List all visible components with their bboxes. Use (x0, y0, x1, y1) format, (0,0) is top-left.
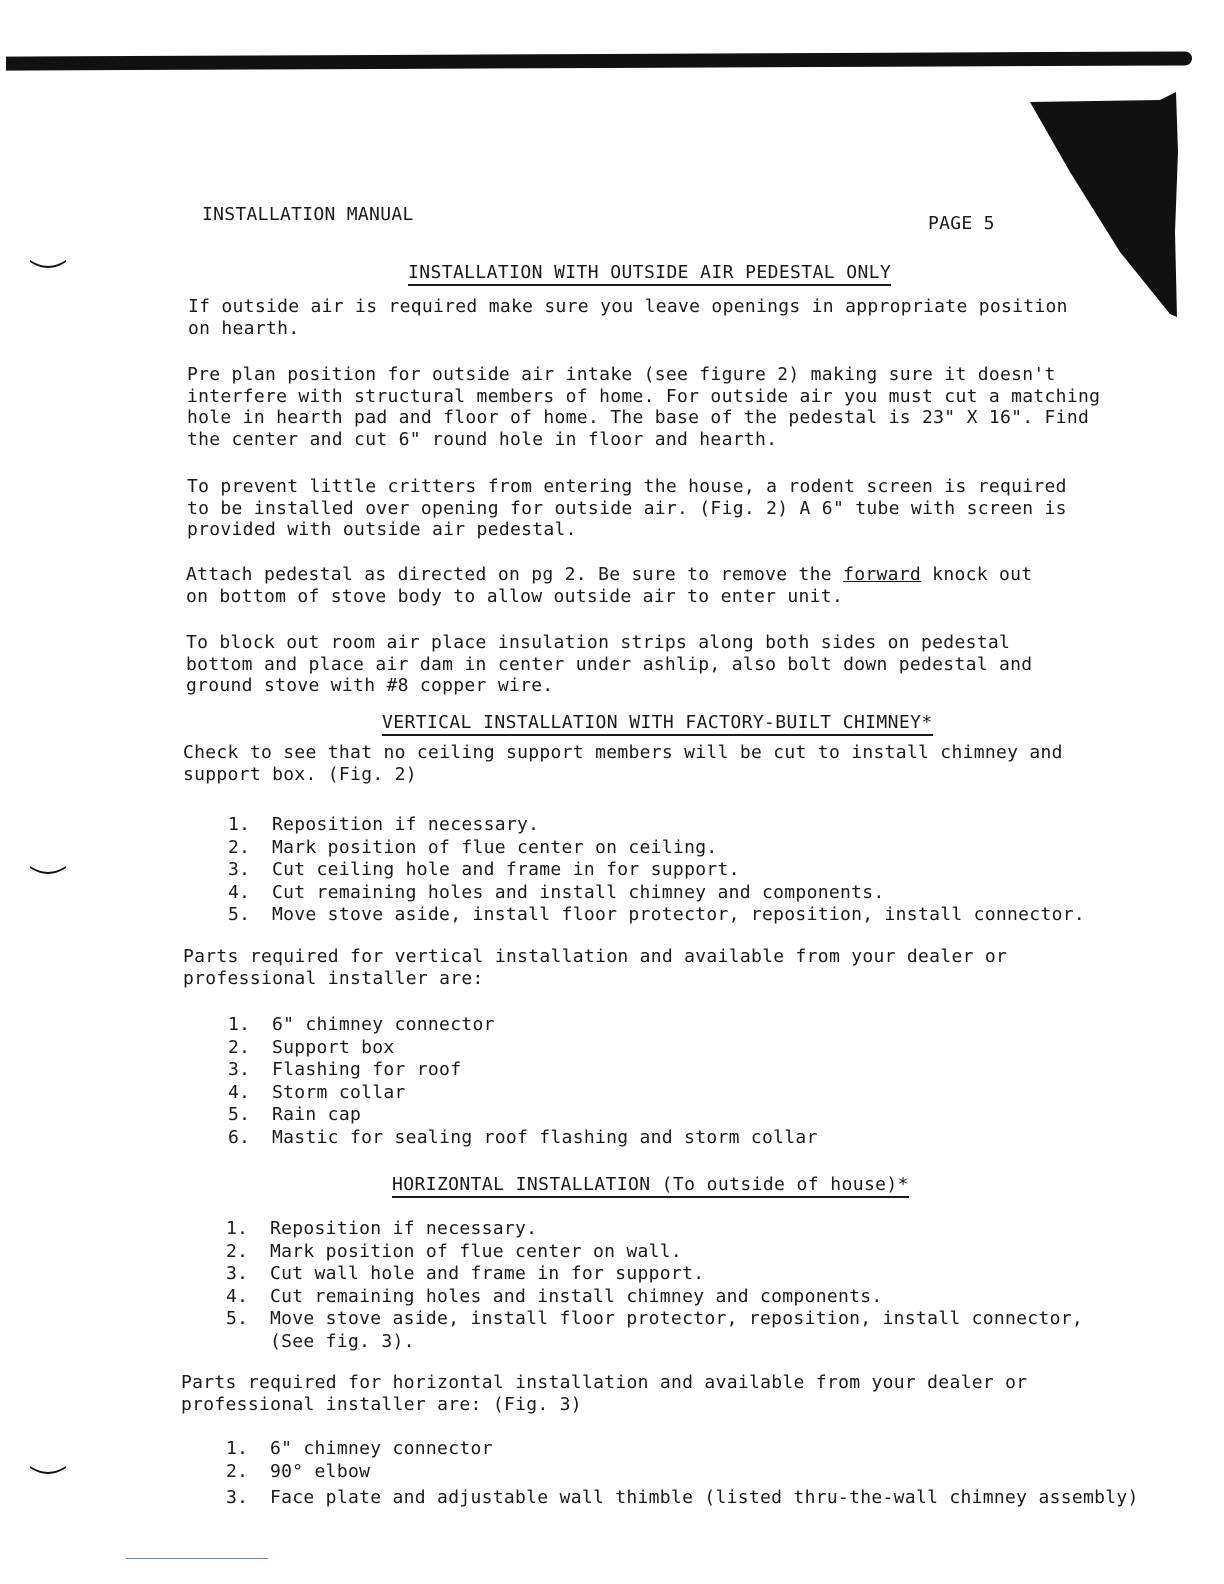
list-item: 4. Cut remaining holes and install chimney and components. (226, 1285, 883, 1307)
list-item: 2. Support box (228, 1036, 395, 1058)
list-item: 1. 6" chimney connector (228, 1014, 495, 1035)
section-heading-outside-air: INSTALLATION WITH OUTSIDE AIR PEDESTAL ONLY (408, 262, 891, 286)
list-item: 1. Reposition if necessary. (228, 814, 540, 835)
list-item: 2. 90° elbow (226, 1460, 371, 1482)
section-heading-horizontal: HORIZONTAL INSTALLATION (To outside of house)* (392, 1174, 909, 1198)
manual-title: INSTALLATION MANUAL (202, 204, 414, 225)
list-item: 4. Storm collar (228, 1081, 406, 1103)
paragraph-outside-air: If outside air is required make sure you leave openings in appropriate position on hearth. (188, 296, 1068, 339)
list-item: 1. 6" chimney connector (226, 1438, 493, 1459)
page-number: PAGE 5 (928, 213, 995, 234)
list-item: 3. Cut wall hole and frame in for support. (226, 1263, 705, 1284)
list-item: (See fig. 3). (270, 1330, 415, 1352)
list-item: 6. Mastic for sealing roof flashing and storm collar (228, 1126, 818, 1148)
horizontal-steps-list (226, 1218, 1083, 1353)
paragraph-horizontal-parts: Parts required for horizontal installation and available from your dealer or professional installer are: (Fig. 3) (181, 1372, 1028, 1415)
underlined-forward: forward (843, 564, 922, 585)
list-item: 1. Reposition if necessary. (226, 1218, 538, 1239)
vertical-parts-list (228, 1014, 818, 1149)
top-scan-bar (6, 51, 1192, 70)
paragraph-vertical-parts: Parts required for vertical installation and available from your dealer or professional installer are: (183, 946, 1008, 989)
list-item: 3. Flashing for roof (228, 1059, 462, 1080)
paragraph-pre-plan: Pre plan position for outside air intake (see figure 2) making sure it doesn't interfere with structural members of home. For outside air you must cut a matching hole in hearth pad and floor of home. The base of the pedestal is 23" X 16". Find the center and cut 6" round hole in floor and hearth. (187, 364, 1101, 450)
list-item: 5. Move stove aside, install floor protector, reposition, install connector, (226, 1308, 1083, 1329)
horizontal-parts-list (226, 1438, 1139, 1510)
punch-hole-mark (30, 1464, 66, 1476)
list-item: 2. Mark position of flue center on ceiling. (228, 836, 718, 858)
list-item: 3. Cut ceiling hole and frame in for support. (228, 859, 740, 880)
punch-hole-mark (30, 864, 66, 876)
list-item: 4. Cut remaining holes and install chimney and components. (228, 881, 885, 903)
list-item: 2. Mark position of flue center on wall. (226, 1240, 683, 1262)
paragraph-attach-pedestal: Attach pedestal as directed on pg 2. Be sure to remove the forward knock out on bottom of stove body to allow outside air to enter unit. (186, 564, 1033, 607)
list-item: 5. Rain cap (228, 1104, 362, 1125)
paragraph-ceiling-check: Check to see that no ceiling support members will be cut to install chimney and support box. (Fig. 2) (183, 742, 1063, 785)
corner-scan-mark (1030, 92, 1180, 322)
punch-hole-mark (30, 258, 66, 270)
vertical-steps-list (228, 814, 1085, 927)
section-heading-vertical: VERTICAL INSTALLATION WITH FACTORY-BUILT CHIMNEY* (382, 712, 933, 736)
paragraph-block-room-air: To block out room air place insulation strips along both sides on pedestal bottom and place air dam in center under ashlip, also bolt down pedestal and ground stove with #8 copper wire. (186, 632, 1033, 696)
list-item: 3. Face plate and adjustable wall thimble (listed thru-the-wall chimney assembly) (226, 1487, 1139, 1508)
bottom-scan-line (126, 1558, 268, 1559)
paragraph-rodent-screen: To prevent little critters from entering the house, a rodent screen is required to be installed over opening for outside air. (Fig. 2) A 6" tube with screen is provided with outside air pedestal. (187, 476, 1067, 540)
list-item: 5. Move stove aside, install floor protector, reposition, install connector. (228, 904, 1085, 925)
